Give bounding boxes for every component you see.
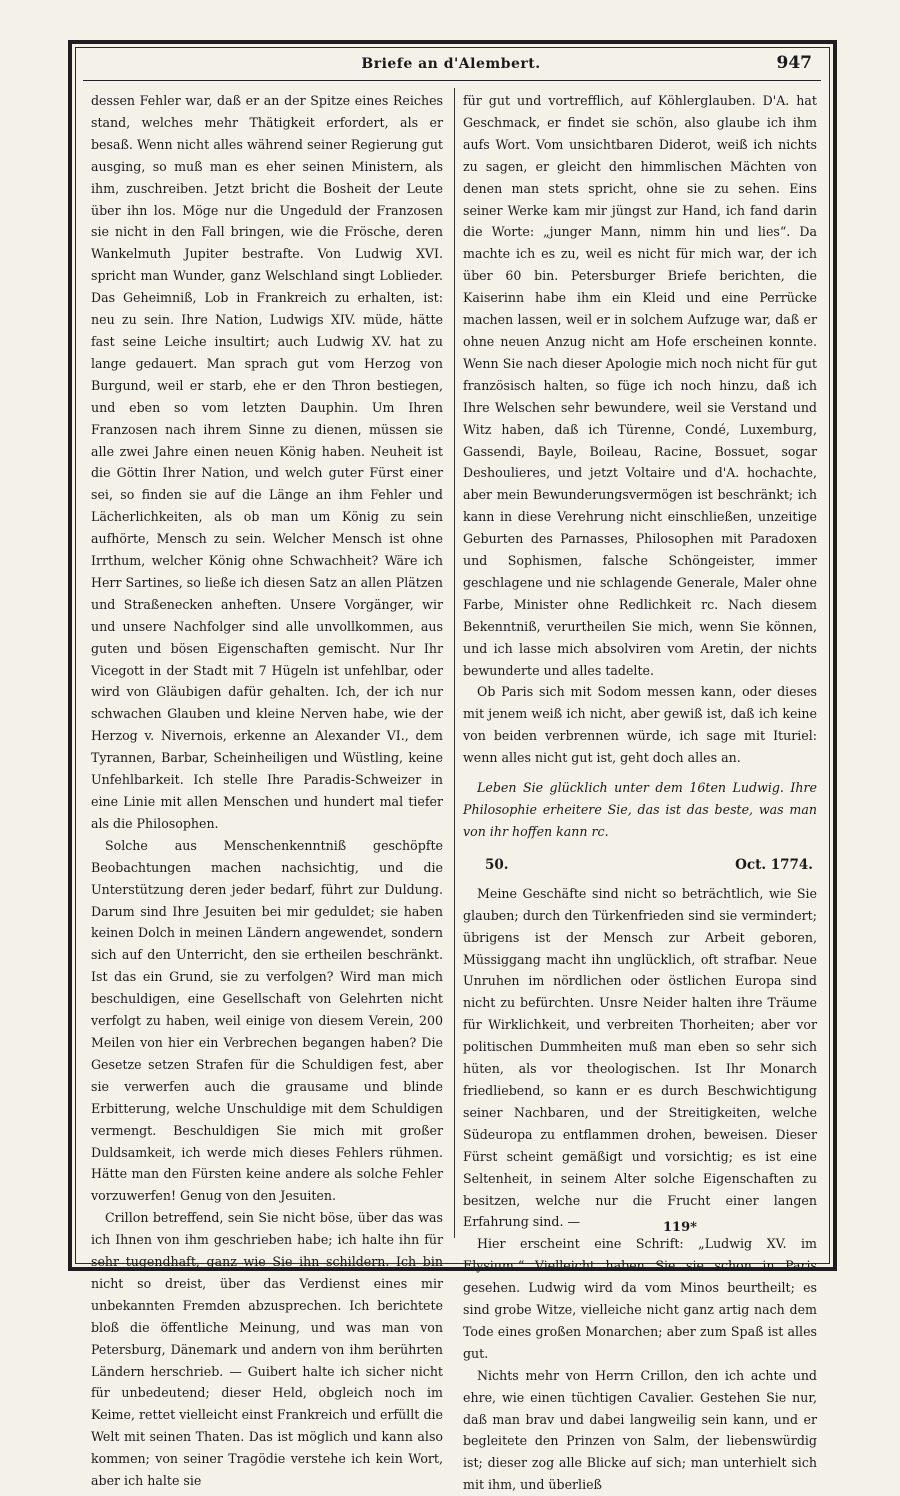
letter-number: 50. xyxy=(485,856,509,873)
column-divider xyxy=(454,88,455,1238)
paragraph: Solche aus Menschenkenntniß geschöpfte Beobachtungen machen nachsichtig, und die Unterstützung deren jeder bedarf, führt zur Duldung. Darum sind Ihre Jesuiten bei mir geduldet; sie haben keinen Dolch in meinen Ländern angewendet, sondern sich auf den Unterricht, den sie ertheilen beschränkt. Ist das ein Grund, sie zu verfolgen? Wird man mich beschuldigen, eine Gesellschaft von Gelehrten nicht verfolgt zu haben, weil einige von diesem Verein, 200 Meilen von hier ein Verbrechen begangen haben? Die Gesetze setzen Strafen für die Schuldigen fest, aber sie verwerfen auch die grausame und blinde Erbitterung, welche Unschuldige mit dem Schuldigen vermengt. Beschuldigen Sie mich mit großer Duldsamkeit, ich werde mich dieses Fehlers rühmen. Hätte man den Fürsten keine andere als solche Fehler vorzuwerfen! Genug von den Jesuiten. xyxy=(91,837,443,1204)
paragraph: Nichts mehr von Herrn Crillon, den ich achte und ehre, wie einen tüchtigen Cavalier. Gestehen Sie nur, daß man brav und dabei langweilig sein kann, und er begleitete den Prinzen von Salm, der liebenswürdig ist; dieser zog alle Blicke auf sich; man unterhielt sich mit ihm, und überließ xyxy=(463,1367,817,1493)
signature-mark: 119* xyxy=(663,1220,697,1235)
letter-heading xyxy=(463,855,817,877)
paragraph: Ob Paris sich mit Sodom messen kann, oder dieses mit jenem weiß ich nicht, aber gewiß ist, daß ich keine von beiden verbrennen würde, ich sage mit Ituriel: wenn alles nicht gut ist, geht doch alles an. xyxy=(463,684,817,766)
header-rule xyxy=(83,80,821,81)
paragraph: für gut und vortrefflich, auf Köhlerglauben. D'A. hat Geschmack, er findet sie schön, also glaube ich ihm aufs Wort. Vom unsichtbaren Diderot, weiß ich nichts zu sagen, er gleicht den himmlischen Mächten von denen man stets spricht, ohne sie zu sehen. Eins seiner Werke kam mir jüngst zur Hand, ich fand darin die Worte: „junger Mann, nimm hin und lies“. Da machte ich es zu, weil es nicht für mich war, der ich über 60 bin. Petersburger Briefe berichten, die Kaiserinn habe ihm ein Kleid und eine Perrücke machen lassen, weil er in solchem Aufzuge war, daß er ohne neuen Anzug nicht am Hofe erscheinen konnte. Wenn Sie nach dieser Apologie mich noch nicht für gut französisch halten, so füge ich noch hinzu, daß ich Ihre Welschen sehr bewundere, weil sie Verstand und Witz haben, daß ich Türenne, Condé, Luxemburg, Gassendi, Bayle, Boileau, Racine, Bossuet, sogar Deshoulieres, und jetzt Voltaire und d'A. hochachte, aber mein Bewunderungsvermögen ist beschränkt; ich kann in diese Verehrung nicht einschließen, unzeitige Geburten des Parnasses, Philosophen mit Paradoxen und Sophismen, falsche Schöngeister, immer geschlagene und nie schlagende Generale, Maler ohne Farbe, Minister ohne Redlichkeit rc. Nach diesem Bekenntniß, verurtheilen Sie mich, wenn Sie können, und ich lasse mich absolviren vom Aretin, der nichts bewunderte und alles tadelte. xyxy=(463,93,817,678)
paragraph: Crillon betreffend, sein Sie nicht böse, über das was ich Ihnen von ihm geschrieben habe; ich halte ihn für sehr tugendhaft, ganz wie Sie ihn schildern. Ich bin nicht so dreist, über das Verdienst eines mir unbekannten Fremden abzusprechen. Ich berichtete bloß die öffentliche Meinung, und was man von Petersburg, Dänemark und andern von ihm berührten Ländern herschrieb. — Guibert halte ich sicher nicht für unbedeutend; dieser Held, obgleich noch im Keime, rettet vielleicht einst Frankreich und erfüllt die Welt mit seinen Thaten. Das ist möglich und kann also kommen; von seiner Tragödie verstehe ich kein Wort, aber ich halte sie xyxy=(91,1210,443,1489)
letter-closing: Leben Sie glücklich unter dem 16ten Ludwig. Ihre Philosophie erheitere Sie, das ist das beste, was man von ihr hoffen kann rc. xyxy=(463,780,817,839)
right-column xyxy=(463,90,817,1496)
page-header xyxy=(86,50,816,80)
letter-date: Oct. 1774. xyxy=(735,856,813,873)
page-number: 947 xyxy=(776,53,812,73)
paragraph: Meine Geschäfte sind nicht so beträchtlich, wie Sie glauben; durch den Türkenfrieden sind sie vermindert; übrigens ist der Mensch zur Arbeit geboren, Müssiggang macht ihn unglücklich, oft strafbar. Neue Unruhen im nördlichen oder östlichen Europa sind nicht zu befürchten. Unsre Neider halten ihre Träume für Wirklichkeit, und verbreiten Thorheiten; aber vor politischen Dummheiten muß man eben so sehr sich hüten, als vor theologischen. Ist Ihr Monarch friedliebend, so kann er es durch Beschwichtigung seiner Nachbaren, und der Streitigkeiten, welche Südeuropa zu entflammen drohen, beweisen. Dieser Fürst scheint gemäßigt und vorsichtig; es ist eine Seltenheit, in seinem Alter solche Eigenschaften zu besitzen, welche nur die Frucht einer langen Erfahrung sind. — xyxy=(463,885,817,1230)
paragraph: dessen Fehler war, daß er an der Spitze eines Reiches stand, welches mehr Thätigkeit erfordert, als er besaß. Wenn nicht alles während seiner Regierung gut ausging, so muß man es eher seinen Ministern, als ihm, zuschreiben. Jetzt bricht die Bosheit der Leute über ihn los. Möge nur die Ungeduld der Franzosen sie nicht in den Fall bringen, wie die Frösche, deren Wankelmuth Jupiter bestrafte. Von Ludwig XVI. spricht man Wunder, ganz Welschland singt Loblieder. Das Geheimniß, Lob in Frankreich zu erhalten, ist: neu zu sein. Ihre Nation, Ludwigs XIV. müde, hätte fast seine Leiche insultirt; auch Ludwig XV. hat zu lange gedauert. Man sprach gut vom Herzog von Burgund, weil er starb, ehe er den Thron bestiegen, und eben so vom letzten Dauphin. Um Ihren Franzosen nach ihrem Sinne zu dienen, müssen sie alle zwei Jahre einen neuen König haben. Neuheit ist die Göttin Ihrer Nation, und welch guter Fürst einer sei, so finden sie auf die Länge an ihm Fehler und Lächerlichkeiten, als ob man um König zu sein aufhörte, Mensch zu sein. Welcher Mensch ist ohne Irrthum, welcher König ohne Schwachheit? Wäre ich Herr Sartines, so ließe ich diesen Satz an allen Plätzen und Straßenecken anheften. Unsere Vorgänger, wir und unsere Nachfolger sind alle unvollkommen, aus guten und bösen Eigenschaften gemischt. Nur Ihr Vicegott in der Stadt mit 7 Hügeln ist unfehlbar, oder wird von Gläubigen dafür gehalten. Ich, der ich nur schwachen Glauben und kleine Nerven habe, wie der Herzog v. Nivernois, erkenne an Alexander VI., dem Tyrannen, Barbar, Scheinheiligen und Wüstling, keine Unfehlbarkeit. Ich stelle Ihre Paradis-Schweizer in eine Linie mit allen Menschen und hundert mal tiefer als die Philosophen. xyxy=(91,93,443,831)
running-title: Briefe an d'Alembert. xyxy=(361,56,541,72)
paragraph: Hier erscheint eine Schrift: „Ludwig XV. im Elysium.“ Vielleicht haben Sie sie schon in Paris gesehen. Ludwig wird da vom Minos beurtheilt; es sind grobe Witze, vielleiche nicht ganz artig nach dem Tode eines großen Monarchen; aber zum Spaß ist alles gut. xyxy=(463,1236,817,1361)
left-column xyxy=(91,90,443,1492)
